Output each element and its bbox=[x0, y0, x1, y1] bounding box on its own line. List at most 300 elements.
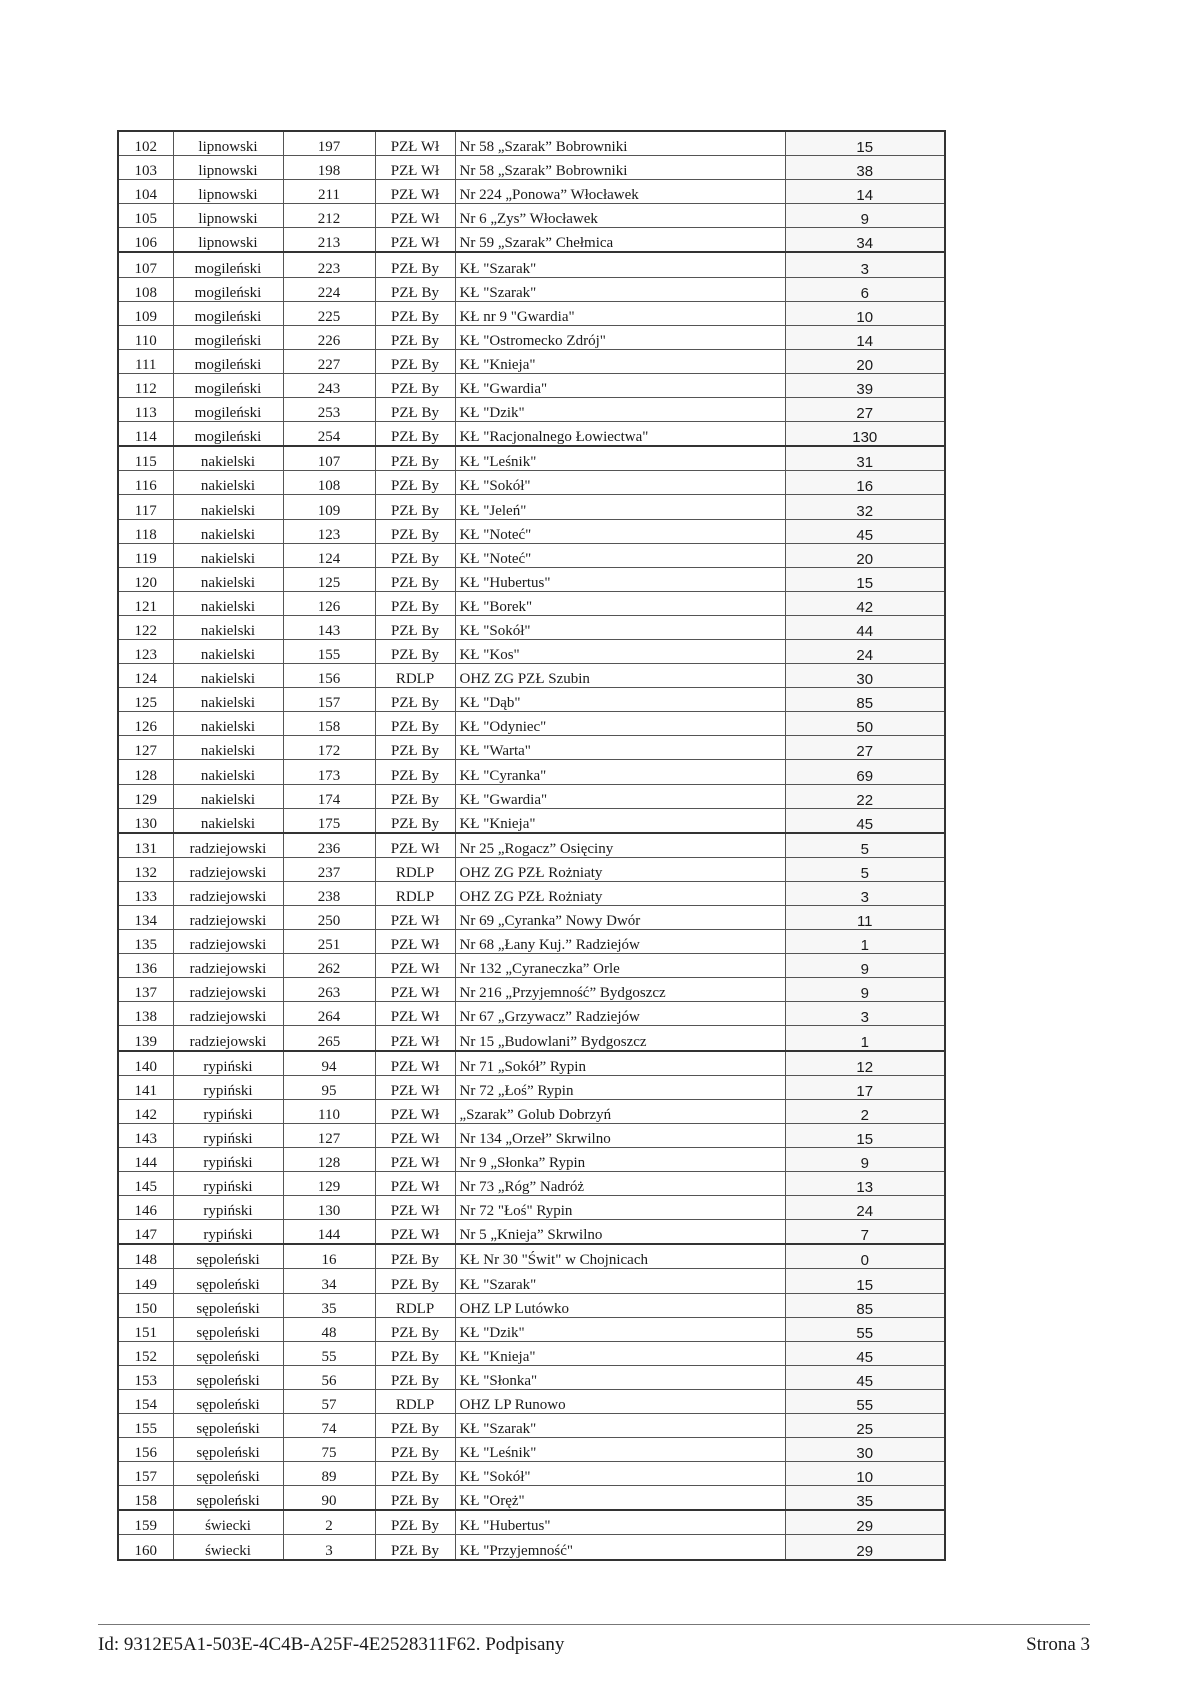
value-cell: 17 bbox=[785, 1075, 945, 1099]
row-number: 126 bbox=[118, 712, 173, 736]
county-cell: nakielski bbox=[173, 664, 283, 688]
value-cell: 32 bbox=[785, 495, 945, 519]
manager-cell: PZŁ By bbox=[375, 495, 455, 519]
district-number-cell: 107 bbox=[283, 446, 375, 471]
table-row bbox=[118, 1510, 945, 1535]
table-row bbox=[118, 1341, 945, 1365]
row-number: 125 bbox=[118, 688, 173, 712]
county-cell: sępoleński bbox=[173, 1486, 283, 1511]
page-number: Strona 3 bbox=[1026, 1634, 1090, 1655]
county-cell: lipnowski bbox=[173, 156, 283, 180]
district-number-cell: 211 bbox=[283, 180, 375, 204]
manager-cell: RDLP bbox=[375, 1389, 455, 1413]
manager-cell: PZŁ Wł bbox=[375, 1099, 455, 1123]
row-number: 120 bbox=[118, 567, 173, 591]
table-row bbox=[118, 881, 945, 905]
row-number: 118 bbox=[118, 519, 173, 543]
table-row bbox=[118, 1220, 945, 1245]
hunting-club-cell: KŁ "Przyjemność" bbox=[455, 1535, 785, 1560]
manager-cell: PZŁ By bbox=[375, 471, 455, 495]
row-number: 140 bbox=[118, 1051, 173, 1076]
hunting-club-cell: KŁ "Dzik" bbox=[455, 398, 785, 422]
district-number-cell: 55 bbox=[283, 1341, 375, 1365]
table-row bbox=[118, 688, 945, 712]
county-cell: sępoleński bbox=[173, 1462, 283, 1486]
value-cell: 44 bbox=[785, 615, 945, 639]
row-number: 109 bbox=[118, 301, 173, 325]
manager-cell: PZŁ By bbox=[375, 519, 455, 543]
table-row bbox=[118, 1051, 945, 1076]
hunting-club-cell: KŁ "Szarak" bbox=[455, 277, 785, 301]
manager-cell: PZŁ By bbox=[375, 1244, 455, 1269]
manager-cell: PZŁ By bbox=[375, 1365, 455, 1389]
district-number-cell: 263 bbox=[283, 978, 375, 1002]
hunting-club-cell: KŁ "Ostromecko Zdrój" bbox=[455, 325, 785, 349]
manager-cell: PZŁ By bbox=[375, 591, 455, 615]
row-number: 160 bbox=[118, 1535, 173, 1560]
county-cell: radziejowski bbox=[173, 1026, 283, 1051]
hunting-club-cell: Nr 72 "Łoś" Rypin bbox=[455, 1196, 785, 1220]
manager-cell: PZŁ Wł bbox=[375, 930, 455, 954]
manager-cell: PZŁ By bbox=[375, 301, 455, 325]
row-number: 117 bbox=[118, 495, 173, 519]
row-number: 149 bbox=[118, 1269, 173, 1293]
district-number-cell: 237 bbox=[283, 857, 375, 881]
value-cell: 7 bbox=[785, 1220, 945, 1245]
hunting-club-cell: Nr 72 „Łoś” Rypin bbox=[455, 1075, 785, 1099]
hunting-club-cell: KŁ "Hubertus" bbox=[455, 567, 785, 591]
value-cell: 20 bbox=[785, 349, 945, 373]
value-cell: 45 bbox=[785, 1341, 945, 1365]
table-row bbox=[118, 1075, 945, 1099]
table-row bbox=[118, 978, 945, 1002]
value-cell: 15 bbox=[785, 1123, 945, 1147]
county-cell: rypiński bbox=[173, 1172, 283, 1196]
table-row bbox=[118, 784, 945, 808]
row-number: 133 bbox=[118, 881, 173, 905]
county-cell: lipnowski bbox=[173, 180, 283, 204]
table-row bbox=[118, 1172, 945, 1196]
value-cell: 15 bbox=[785, 131, 945, 156]
table-row bbox=[118, 543, 945, 567]
value-cell: 35 bbox=[785, 1486, 945, 1511]
row-number: 130 bbox=[118, 808, 173, 833]
manager-cell: PZŁ Wł bbox=[375, 228, 455, 253]
value-cell: 9 bbox=[785, 204, 945, 228]
row-number: 158 bbox=[118, 1486, 173, 1511]
manager-cell: RDLP bbox=[375, 881, 455, 905]
district-number-cell: 227 bbox=[283, 349, 375, 373]
hunting-club-cell: Nr 15 „Budowlani” Bydgoszcz bbox=[455, 1026, 785, 1051]
value-cell: 25 bbox=[785, 1413, 945, 1437]
value-cell: 14 bbox=[785, 180, 945, 204]
value-cell: 27 bbox=[785, 736, 945, 760]
value-cell: 30 bbox=[785, 664, 945, 688]
value-cell: 1 bbox=[785, 1026, 945, 1051]
district-number-cell: 48 bbox=[283, 1317, 375, 1341]
county-cell: radziejowski bbox=[173, 833, 283, 858]
hunting-club-cell: KŁ "Jeleń" bbox=[455, 495, 785, 519]
district-number-cell: 143 bbox=[283, 615, 375, 639]
row-number: 110 bbox=[118, 325, 173, 349]
row-number: 129 bbox=[118, 784, 173, 808]
county-cell: nakielski bbox=[173, 495, 283, 519]
county-cell: nakielski bbox=[173, 639, 283, 663]
district-number-cell: 157 bbox=[283, 688, 375, 712]
value-cell: 3 bbox=[785, 252, 945, 277]
row-number: 119 bbox=[118, 543, 173, 567]
value-cell: 3 bbox=[785, 1002, 945, 1026]
value-cell: 39 bbox=[785, 373, 945, 397]
value-cell: 1 bbox=[785, 930, 945, 954]
row-number: 136 bbox=[118, 954, 173, 978]
manager-cell: PZŁ Wł bbox=[375, 1002, 455, 1026]
table-row bbox=[118, 204, 945, 228]
county-cell: sępoleński bbox=[173, 1341, 283, 1365]
county-cell: mogileński bbox=[173, 373, 283, 397]
district-number-cell: 34 bbox=[283, 1269, 375, 1293]
district-number-cell: 172 bbox=[283, 736, 375, 760]
county-cell: lipnowski bbox=[173, 228, 283, 253]
hunting-club-cell: KŁ "Odyniec" bbox=[455, 712, 785, 736]
hunting-club-cell: KŁ Nr 30 "Świt" w Chojnicach bbox=[455, 1244, 785, 1269]
value-cell: 22 bbox=[785, 784, 945, 808]
table-row bbox=[118, 1462, 945, 1486]
manager-cell: PZŁ Wł bbox=[375, 906, 455, 930]
district-number-cell: 89 bbox=[283, 1462, 375, 1486]
value-cell: 31 bbox=[785, 446, 945, 471]
value-cell: 15 bbox=[785, 567, 945, 591]
row-number: 134 bbox=[118, 906, 173, 930]
table-row bbox=[118, 422, 945, 447]
row-number: 124 bbox=[118, 664, 173, 688]
row-number: 107 bbox=[118, 252, 173, 277]
value-cell: 69 bbox=[785, 760, 945, 784]
hunting-club-cell: Nr 134 „Orzeł” Skrwilno bbox=[455, 1123, 785, 1147]
manager-cell: PZŁ Wł bbox=[375, 1051, 455, 1076]
table-row bbox=[118, 519, 945, 543]
value-cell: 55 bbox=[785, 1389, 945, 1413]
hunting-club-cell: KŁ "Warta" bbox=[455, 736, 785, 760]
value-cell: 9 bbox=[785, 1147, 945, 1171]
district-number-cell: 226 bbox=[283, 325, 375, 349]
county-cell: nakielski bbox=[173, 736, 283, 760]
county-cell: sępoleński bbox=[173, 1293, 283, 1317]
value-cell: 5 bbox=[785, 833, 945, 858]
table-row bbox=[118, 1438, 945, 1462]
hunting-club-cell: KŁ "Borek" bbox=[455, 591, 785, 615]
manager-cell: PZŁ Wł bbox=[375, 978, 455, 1002]
manager-cell: PZŁ By bbox=[375, 784, 455, 808]
row-number: 141 bbox=[118, 1075, 173, 1099]
hunting-club-cell: KŁ "Szarak" bbox=[455, 1413, 785, 1437]
value-cell: 0 bbox=[785, 1244, 945, 1269]
manager-cell: PZŁ Wł bbox=[375, 1172, 455, 1196]
row-number: 122 bbox=[118, 615, 173, 639]
hunting-club-cell: KŁ "Słonka" bbox=[455, 1365, 785, 1389]
district-number-cell: 124 bbox=[283, 543, 375, 567]
county-cell: sępoleński bbox=[173, 1438, 283, 1462]
value-cell: 38 bbox=[785, 156, 945, 180]
manager-cell: PZŁ By bbox=[375, 1269, 455, 1293]
county-cell: mogileński bbox=[173, 349, 283, 373]
value-cell: 29 bbox=[785, 1535, 945, 1560]
table-row bbox=[118, 1269, 945, 1293]
county-cell: sępoleński bbox=[173, 1269, 283, 1293]
hunting-club-cell: KŁ nr 9 "Gwardia" bbox=[455, 301, 785, 325]
row-number: 116 bbox=[118, 471, 173, 495]
manager-cell: PZŁ By bbox=[375, 277, 455, 301]
county-cell: mogileński bbox=[173, 325, 283, 349]
hunting-club-cell: KŁ "Sokół" bbox=[455, 1462, 785, 1486]
district-number-cell: 35 bbox=[283, 1293, 375, 1317]
table-row bbox=[118, 615, 945, 639]
district-number-cell: 224 bbox=[283, 277, 375, 301]
table-row bbox=[118, 664, 945, 688]
table-row bbox=[118, 1244, 945, 1269]
row-number: 106 bbox=[118, 228, 173, 253]
district-number-cell: 262 bbox=[283, 954, 375, 978]
row-number: 157 bbox=[118, 1462, 173, 1486]
row-number: 152 bbox=[118, 1341, 173, 1365]
table-row bbox=[118, 180, 945, 204]
hunting-club-cell: KŁ "Gwardia" bbox=[455, 784, 785, 808]
hunting-club-cell: KŁ "Sokół" bbox=[455, 471, 785, 495]
manager-cell: PZŁ By bbox=[375, 712, 455, 736]
row-number: 145 bbox=[118, 1172, 173, 1196]
value-cell: 10 bbox=[785, 1462, 945, 1486]
row-number: 159 bbox=[118, 1510, 173, 1535]
table-row bbox=[118, 833, 945, 858]
county-cell: nakielski bbox=[173, 567, 283, 591]
value-cell: 34 bbox=[785, 228, 945, 253]
row-number: 142 bbox=[118, 1099, 173, 1123]
manager-cell: PZŁ By bbox=[375, 1535, 455, 1560]
county-cell: radziejowski bbox=[173, 954, 283, 978]
manager-cell: PZŁ By bbox=[375, 398, 455, 422]
value-cell: 20 bbox=[785, 543, 945, 567]
district-number-cell: 253 bbox=[283, 398, 375, 422]
hunting-club-cell: KŁ "Szarak" bbox=[455, 1269, 785, 1293]
district-number-cell: 238 bbox=[283, 881, 375, 905]
county-cell: świecki bbox=[173, 1535, 283, 1560]
hunting-club-cell: KŁ "Dzik" bbox=[455, 1317, 785, 1341]
hunting-club-cell: KŁ "Knieja" bbox=[455, 1341, 785, 1365]
value-cell: 30 bbox=[785, 1438, 945, 1462]
table-row bbox=[118, 639, 945, 663]
manager-cell: PZŁ By bbox=[375, 543, 455, 567]
district-number-cell: 90 bbox=[283, 1486, 375, 1511]
manager-cell: PZŁ By bbox=[375, 1462, 455, 1486]
value-cell: 16 bbox=[785, 471, 945, 495]
table-row bbox=[118, 1317, 945, 1341]
manager-cell: PZŁ By bbox=[375, 688, 455, 712]
county-cell: sępoleński bbox=[173, 1389, 283, 1413]
table-row bbox=[118, 930, 945, 954]
county-cell: rypiński bbox=[173, 1147, 283, 1171]
hunting-club-cell: KŁ "Dąb" bbox=[455, 688, 785, 712]
manager-cell: PZŁ By bbox=[375, 446, 455, 471]
county-cell: nakielski bbox=[173, 712, 283, 736]
hunting-club-cell: KŁ "Hubertus" bbox=[455, 1510, 785, 1535]
hunting-club-cell: OHZ ZG PZŁ Rożniaty bbox=[455, 881, 785, 905]
table-row bbox=[118, 954, 945, 978]
table-row bbox=[118, 567, 945, 591]
county-cell: rypiński bbox=[173, 1075, 283, 1099]
row-number: 113 bbox=[118, 398, 173, 422]
manager-cell: PZŁ Wł bbox=[375, 131, 455, 156]
county-cell: rypiński bbox=[173, 1220, 283, 1245]
manager-cell: PZŁ By bbox=[375, 349, 455, 373]
value-cell: 50 bbox=[785, 712, 945, 736]
district-number-cell: 126 bbox=[283, 591, 375, 615]
table-row bbox=[118, 349, 945, 373]
district-number-cell: 264 bbox=[283, 1002, 375, 1026]
county-cell: lipnowski bbox=[173, 131, 283, 156]
manager-cell: PZŁ Wł bbox=[375, 1123, 455, 1147]
table-row bbox=[118, 1413, 945, 1437]
table-row bbox=[118, 471, 945, 495]
hunting-club-cell: Nr 132 „Cyraneczka” Orle bbox=[455, 954, 785, 978]
table-row bbox=[118, 857, 945, 881]
manager-cell: RDLP bbox=[375, 857, 455, 881]
county-cell: rypiński bbox=[173, 1123, 283, 1147]
county-cell: nakielski bbox=[173, 471, 283, 495]
district-number-cell: 130 bbox=[283, 1196, 375, 1220]
table-row bbox=[118, 760, 945, 784]
county-cell: radziejowski bbox=[173, 906, 283, 930]
value-cell: 13 bbox=[785, 1172, 945, 1196]
table-row bbox=[118, 736, 945, 760]
district-number-cell: 158 bbox=[283, 712, 375, 736]
row-number: 143 bbox=[118, 1123, 173, 1147]
row-number: 131 bbox=[118, 833, 173, 858]
table-row bbox=[118, 906, 945, 930]
county-cell: nakielski bbox=[173, 543, 283, 567]
county-cell: rypiński bbox=[173, 1051, 283, 1076]
county-cell: radziejowski bbox=[173, 1002, 283, 1026]
value-cell: 55 bbox=[785, 1317, 945, 1341]
value-cell: 24 bbox=[785, 1196, 945, 1220]
row-number: 114 bbox=[118, 422, 173, 447]
hunting-club-cell: Nr 58 „Szarak” Bobrowniki bbox=[455, 156, 785, 180]
district-number-cell: 128 bbox=[283, 1147, 375, 1171]
district-number-cell: 57 bbox=[283, 1389, 375, 1413]
district-number-cell: 236 bbox=[283, 833, 375, 858]
table-row bbox=[118, 446, 945, 471]
hunting-districts-table bbox=[117, 130, 946, 1561]
district-number-cell: 251 bbox=[283, 930, 375, 954]
manager-cell: PZŁ Wł bbox=[375, 1075, 455, 1099]
manager-cell: PZŁ By bbox=[375, 1317, 455, 1341]
hunting-club-cell: Nr 69 „Cyranka” Nowy Dwór bbox=[455, 906, 785, 930]
row-number: 153 bbox=[118, 1365, 173, 1389]
district-number-cell: 127 bbox=[283, 1123, 375, 1147]
manager-cell: PZŁ By bbox=[375, 252, 455, 277]
manager-cell: PZŁ Wł bbox=[375, 180, 455, 204]
row-number: 105 bbox=[118, 204, 173, 228]
county-cell: nakielski bbox=[173, 519, 283, 543]
row-number: 154 bbox=[118, 1389, 173, 1413]
value-cell: 42 bbox=[785, 591, 945, 615]
county-cell: nakielski bbox=[173, 808, 283, 833]
table-row bbox=[118, 1535, 945, 1560]
row-number: 128 bbox=[118, 760, 173, 784]
district-number-cell: 243 bbox=[283, 373, 375, 397]
hunting-club-cell: Nr 68 „Łany Kuj.” Radziejów bbox=[455, 930, 785, 954]
table-row bbox=[118, 495, 945, 519]
manager-cell: PZŁ By bbox=[375, 808, 455, 833]
county-cell: mogileński bbox=[173, 277, 283, 301]
row-number: 112 bbox=[118, 373, 173, 397]
manager-cell: PZŁ By bbox=[375, 615, 455, 639]
manager-cell: PZŁ Wł bbox=[375, 156, 455, 180]
county-cell: nakielski bbox=[173, 784, 283, 808]
hunting-club-cell: OHZ ZG PZŁ Szubin bbox=[455, 664, 785, 688]
value-cell: 10 bbox=[785, 301, 945, 325]
table-row bbox=[118, 252, 945, 277]
row-number: 121 bbox=[118, 591, 173, 615]
district-number-cell: 223 bbox=[283, 252, 375, 277]
hunting-club-cell: KŁ "Racjonalnego Łowiectwa" bbox=[455, 422, 785, 447]
district-number-cell: 144 bbox=[283, 1220, 375, 1245]
table-row bbox=[118, 1099, 945, 1123]
hunting-club-cell: Nr 6 „Zys” Włocławek bbox=[455, 204, 785, 228]
hunting-club-cell: KŁ "Noteć" bbox=[455, 519, 785, 543]
row-number: 108 bbox=[118, 277, 173, 301]
table-row bbox=[118, 712, 945, 736]
county-cell: sępoleński bbox=[173, 1244, 283, 1269]
manager-cell: RDLP bbox=[375, 664, 455, 688]
hunting-club-cell: Nr 59 „Szarak” Chełmica bbox=[455, 228, 785, 253]
county-cell: radziejowski bbox=[173, 930, 283, 954]
district-number-cell: 123 bbox=[283, 519, 375, 543]
row-number: 155 bbox=[118, 1413, 173, 1437]
row-number: 103 bbox=[118, 156, 173, 180]
county-cell: radziejowski bbox=[173, 881, 283, 905]
manager-cell: PZŁ By bbox=[375, 736, 455, 760]
county-cell: nakielski bbox=[173, 688, 283, 712]
table-row bbox=[118, 277, 945, 301]
table-row bbox=[118, 1365, 945, 1389]
manager-cell: PZŁ By bbox=[375, 567, 455, 591]
value-cell: 6 bbox=[785, 277, 945, 301]
hunting-club-cell: Nr 58 „Szarak” Bobrowniki bbox=[455, 131, 785, 156]
manager-cell: PZŁ Wł bbox=[375, 204, 455, 228]
hunting-club-cell: OHZ LP Lutówko bbox=[455, 1293, 785, 1317]
hunting-club-cell: Nr 5 „Knieja” Skrwilno bbox=[455, 1220, 785, 1245]
county-cell: nakielski bbox=[173, 615, 283, 639]
row-number: 146 bbox=[118, 1196, 173, 1220]
hunting-club-cell: Nr 9 „Słonka” Rypin bbox=[455, 1147, 785, 1171]
district-number-cell: 108 bbox=[283, 471, 375, 495]
county-cell: nakielski bbox=[173, 591, 283, 615]
county-cell: radziejowski bbox=[173, 857, 283, 881]
value-cell: 15 bbox=[785, 1269, 945, 1293]
hunting-club-cell: Nr 67 „Grzywacz” Radziejów bbox=[455, 1002, 785, 1026]
hunting-club-cell: Nr 224 „Ponowa” Włocławek bbox=[455, 180, 785, 204]
manager-cell: RDLP bbox=[375, 1293, 455, 1317]
district-number-cell: 174 bbox=[283, 784, 375, 808]
district-number-cell: 265 bbox=[283, 1026, 375, 1051]
county-cell: rypiński bbox=[173, 1099, 283, 1123]
manager-cell: PZŁ Wł bbox=[375, 1026, 455, 1051]
row-number: 144 bbox=[118, 1147, 173, 1171]
row-number: 123 bbox=[118, 639, 173, 663]
district-number-cell: 2 bbox=[283, 1510, 375, 1535]
manager-cell: PZŁ By bbox=[375, 1438, 455, 1462]
county-cell: rypiński bbox=[173, 1196, 283, 1220]
